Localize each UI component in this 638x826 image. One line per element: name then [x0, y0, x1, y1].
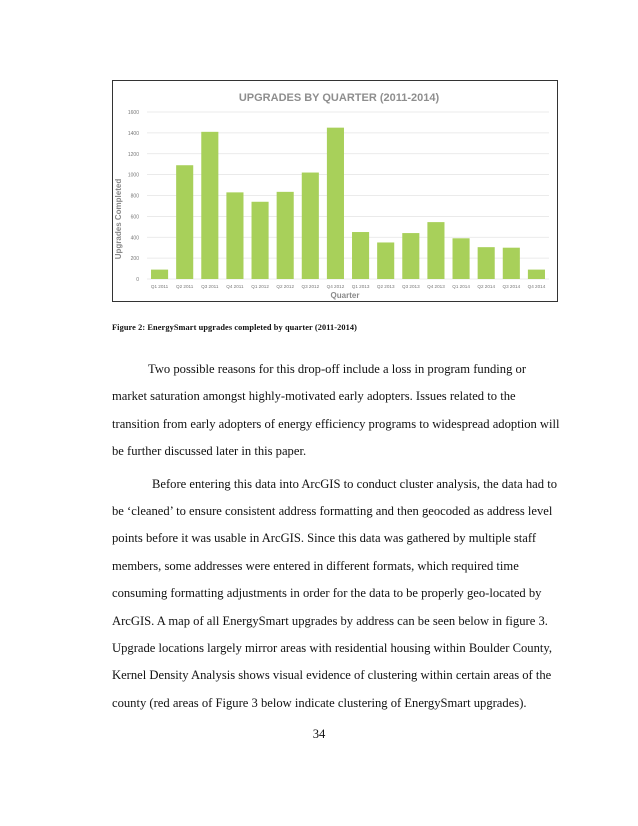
bar — [352, 232, 369, 279]
y-tick-label: 1400 — [127, 130, 139, 137]
y-tick-label: 400 — [130, 235, 139, 242]
y-tick-label: 1600 — [127, 110, 139, 116]
y-tick-label: 800 — [130, 193, 139, 200]
x-tick-label: Q4 2012 — [326, 284, 345, 289]
y-tick-label: 1000 — [127, 172, 139, 179]
bar — [151, 270, 168, 279]
x-tick-label: Q2 2011 — [176, 284, 194, 289]
y-tick-label: 200 — [130, 256, 139, 263]
x-tick-label: Q1 2013 — [351, 284, 370, 289]
y-tick-label: 600 — [130, 214, 139, 221]
x-tick-label: Q2 2014 — [477, 284, 495, 289]
bar — [327, 128, 344, 279]
x-tick-label: Q1 2011 — [150, 284, 169, 289]
bar — [176, 165, 193, 279]
y-tick-label: 0 — [136, 277, 139, 283]
bar-chart — [113, 81, 557, 301]
x-tick-label: Q1 2014 — [452, 284, 470, 289]
bar — [201, 132, 218, 279]
x-axis-label: Quarter — [330, 291, 360, 300]
chart-title: UPGRADES BY QUARTER (2011-2014) — [238, 92, 440, 104]
paragraph: Before entering this data into ArcGIS to conduct cluster analysis, the data had to be ‘cleaned’ to ensure consistent address formatting and then geocoded as address level points before it was usable in ArcGIS. Since this data was gathered by multiple staff members, some addresses were entered in different formats, which required time consuming formatting adjustments in order for the data to be properly geo-located by ArcGIS. A map of all EnergySmart upgrades by address can be seen below in figure 3. Upgrade locations largely mirror areas with residential housing within Boulder County, Kernel Density Analysis shows visual evidence of clustering within certain areas of the county (red areas of Figure 3 below indicate clustering of EnergySmart upgrades). — [112, 476, 557, 710]
x-tick-label: Q4 2011 — [226, 284, 244, 289]
bar — [377, 242, 394, 279]
x-tick-label: Q2 2012 — [276, 284, 294, 289]
body-text — [112, 356, 562, 717]
bar — [277, 192, 294, 279]
bar — [478, 247, 495, 279]
page-number: 34 — [312, 727, 326, 741]
chart-frame — [112, 80, 558, 302]
bar — [402, 233, 419, 279]
x-tick-label: Q3 2011 — [201, 284, 219, 289]
x-tick-label: Q1 2012 — [251, 284, 269, 289]
bar — [503, 248, 520, 279]
paragraph: Two possible reasons for this drop-off include a loss in program funding or market saturation amongst highly-motivated early adopters. Issues related to the transition from early adopters of energy efficiency programs to widespread adoption will be further discussed later in this paper. — [112, 362, 560, 459]
bar — [302, 173, 319, 279]
y-axis-label: Upgrades Completed — [114, 178, 123, 260]
bar — [453, 238, 470, 279]
bar — [528, 270, 545, 279]
bar — [252, 202, 269, 279]
x-tick-label: Q3 2013 — [402, 284, 420, 289]
x-tick-label: Q3 2014 — [502, 284, 521, 289]
x-tick-label: Q3 2012 — [301, 284, 320, 289]
bar — [226, 192, 243, 279]
figure-caption: Figure 2: EnergySmart upgrades completed by quarter (2011-2014) — [112, 323, 357, 332]
x-tick-label: Q4 2013 — [427, 284, 445, 289]
x-tick-label: Q2 2013 — [376, 284, 395, 289]
x-tick-label: Q4 2014 — [527, 284, 546, 289]
y-tick-label: 1200 — [127, 151, 139, 158]
bar — [427, 222, 444, 279]
